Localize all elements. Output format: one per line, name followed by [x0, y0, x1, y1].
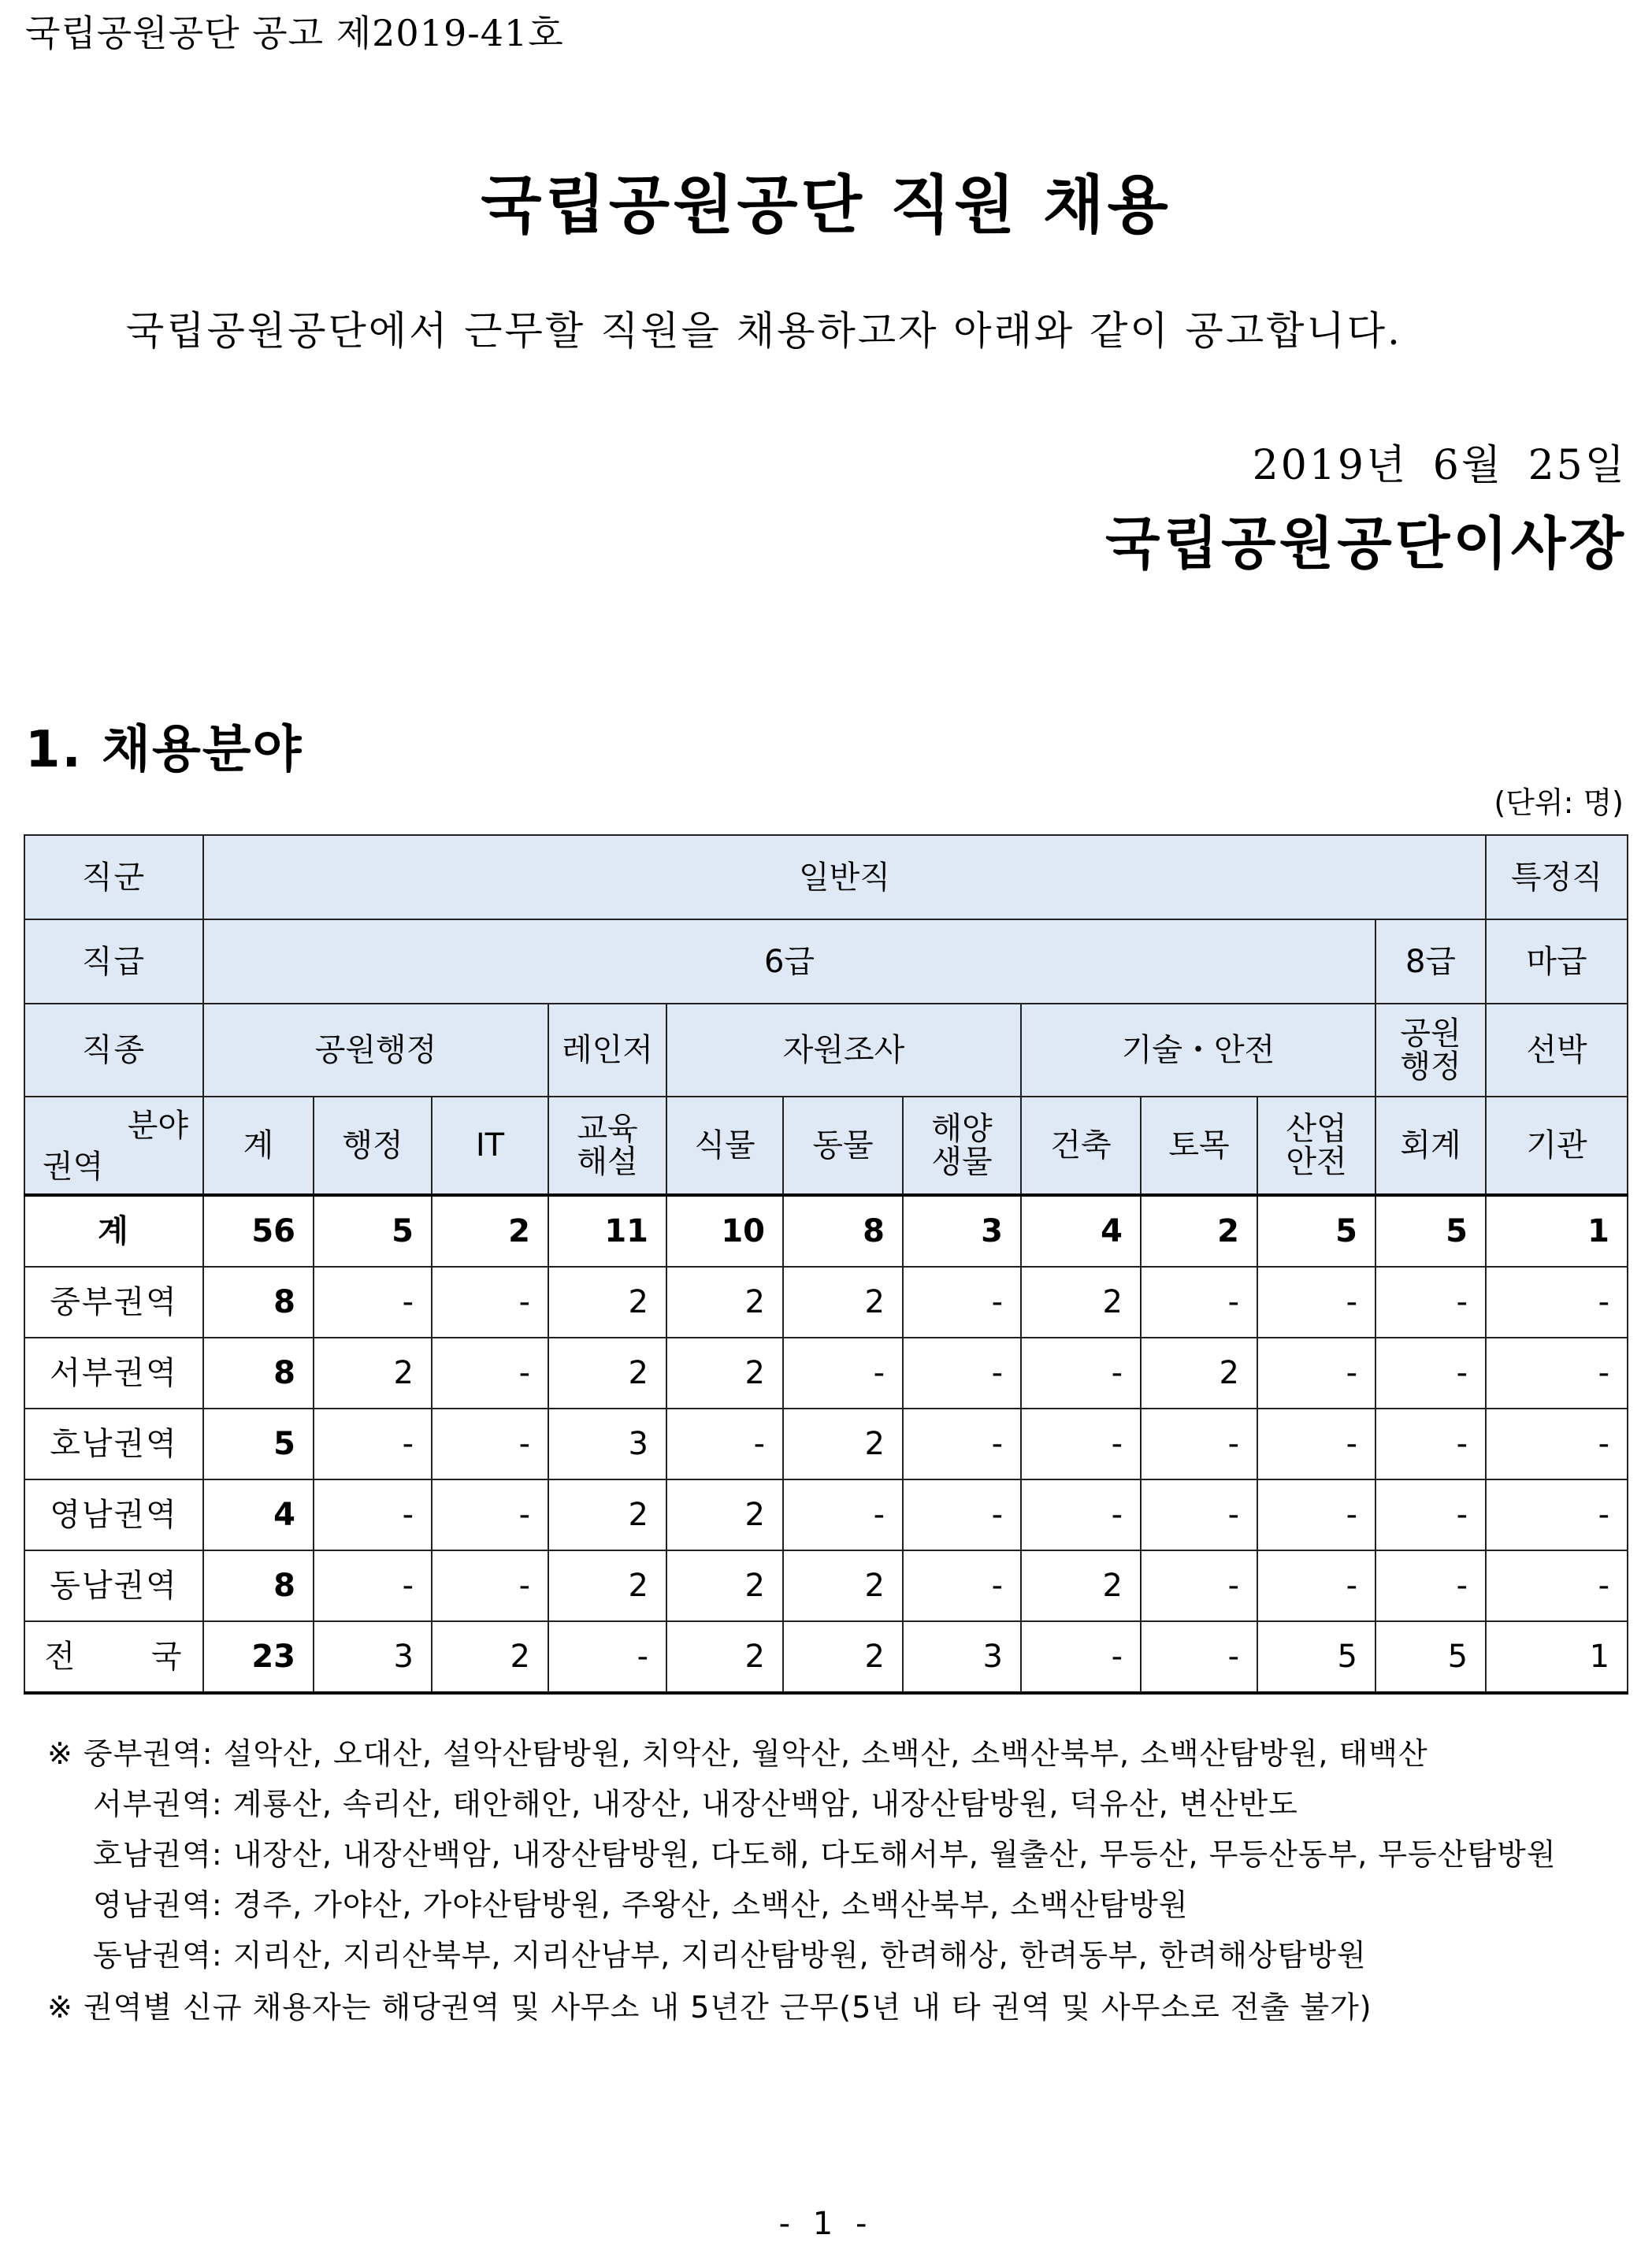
value-cell: -: [783, 1479, 903, 1550]
header-general: 일반직: [203, 835, 1486, 919]
diag-region-label: 권역: [43, 1149, 104, 1185]
value-cell: -: [1141, 1479, 1257, 1550]
diag-field-label: 분야: [127, 1108, 188, 1144]
value-cell: -: [1021, 1409, 1141, 1479]
region-cell: 서부권역: [24, 1338, 203, 1409]
value-cell: 10: [666, 1195, 783, 1267]
value-cell: -: [666, 1409, 783, 1479]
note-honam-region: 호남권역: 내장산, 내장산백암, 내장산탐방원, 다도해, 다도해서부, 월출산, 무등산, 무등산동부, 무등산탐방원: [93, 1837, 1557, 1872]
diagonal-header-cell: [24, 1097, 203, 1195]
header-grade8: 8급: [1375, 919, 1486, 1004]
header-industrial-safety-line1: 산업: [1286, 1110, 1347, 1147]
value-cell: 2: [432, 1621, 548, 1693]
value-cell: -: [432, 1409, 548, 1479]
value-cell: 2: [666, 1338, 783, 1409]
recruitment-table: [24, 834, 1628, 1695]
total-cell: 8: [203, 1550, 314, 1621]
header-label-job-type: 직종: [24, 1004, 203, 1097]
value-cell: -: [1486, 1338, 1628, 1409]
value-cell: -: [783, 1338, 903, 1409]
value-cell: -: [1486, 1409, 1628, 1479]
header-it: IT: [432, 1097, 548, 1195]
section-heading: 1. 채용분야: [25, 721, 303, 779]
value-cell: -: [1375, 1338, 1486, 1409]
value-cell: -: [314, 1409, 432, 1479]
value-cell: -: [314, 1479, 432, 1550]
header-marine-line2: 생물: [931, 1143, 993, 1180]
total-cell: 23: [203, 1621, 314, 1693]
value-cell: 2: [548, 1338, 666, 1409]
value-cell: -: [1375, 1267, 1486, 1338]
value-cell: -: [1141, 1267, 1257, 1338]
value-cell: 3: [314, 1621, 432, 1693]
issuer-name: 국립공원공단이사장: [1105, 510, 1627, 577]
note-yeongnam-region: 영남권역: 경주, 가야산, 가야산탐방원, 주왕산, 소백산, 소백산북부, 소백산탐방원: [93, 1888, 1189, 1922]
region-cell: 호남권역: [24, 1409, 203, 1479]
value-cell: -: [432, 1338, 548, 1409]
total-cell: 8: [203, 1267, 314, 1338]
note-western-region: 서부권역: 계룡산, 속리산, 태안해안, 내장산, 내장산백암, 내장산탐방원, 덕유산, 변산반도: [93, 1787, 1298, 1821]
value-cell: 2: [1141, 1195, 1257, 1267]
value-cell: -: [1141, 1621, 1257, 1693]
value-cell: 5: [1375, 1621, 1486, 1693]
value-cell: 2: [548, 1479, 666, 1550]
value-cell: 2: [666, 1267, 783, 1338]
header-marine: [903, 1097, 1021, 1195]
header-total: 계: [203, 1097, 314, 1195]
total-cell: 5: [203, 1409, 314, 1479]
value-cell: 11: [548, 1195, 666, 1267]
header-architecture: 건축: [1021, 1097, 1141, 1195]
value-cell: -: [903, 1409, 1021, 1479]
header-tech-safety: 기술・안전: [1021, 1004, 1375, 1097]
value-cell: 2: [666, 1550, 783, 1621]
region-cell: 계: [24, 1195, 203, 1267]
header-accounting: 회계: [1375, 1097, 1486, 1195]
header-park-admin-2: [1375, 1004, 1486, 1097]
value-cell: -: [1375, 1479, 1486, 1550]
value-cell: 5: [1375, 1195, 1486, 1267]
header-special: 특정직: [1486, 835, 1628, 919]
value-cell: 3: [903, 1621, 1021, 1693]
total-cell: 8: [203, 1338, 314, 1409]
table-row: [24, 1267, 1628, 1338]
header-row-grade: [24, 919, 1628, 1004]
value-cell: 2: [783, 1267, 903, 1338]
header-education-line1: 교육: [577, 1110, 638, 1147]
value-cell: -: [548, 1621, 666, 1693]
value-cell: -: [1486, 1267, 1628, 1338]
value-cell: 5: [1257, 1621, 1375, 1693]
value-cell: -: [1021, 1338, 1141, 1409]
header-row-field: [24, 1097, 1628, 1195]
value-cell: -: [432, 1479, 548, 1550]
header-plant: 식물: [666, 1097, 783, 1195]
value-cell: 2: [783, 1621, 903, 1693]
header-grade-ma: 마급: [1486, 919, 1628, 1004]
value-cell: 2: [1021, 1267, 1141, 1338]
header-grade6: 6급: [203, 919, 1375, 1004]
value-cell: -: [432, 1267, 548, 1338]
value-cell: 2: [783, 1550, 903, 1621]
region-cell: 영남권역: [24, 1479, 203, 1550]
value-cell: -: [903, 1338, 1021, 1409]
notice-date: 2019년 6월 25일: [1252, 442, 1627, 489]
value-cell: 2: [783, 1409, 903, 1479]
value-cell: 2: [314, 1338, 432, 1409]
value-cell: -: [432, 1550, 548, 1621]
header-row-job-type: [24, 1004, 1628, 1097]
header-education-line2: 해설: [577, 1143, 638, 1180]
header-ranger: 레인저: [548, 1004, 666, 1097]
value-cell: 4: [1021, 1195, 1141, 1267]
header-label-grade: 직급: [24, 919, 203, 1004]
header-engine: 기관: [1486, 1097, 1628, 1195]
value-cell: 2: [666, 1621, 783, 1693]
header-park-admin: 공원행정: [203, 1004, 548, 1097]
value-cell: -: [1021, 1621, 1141, 1693]
region-cell: 전 국: [24, 1621, 203, 1693]
value-cell: 5: [314, 1195, 432, 1267]
value-cell: 5: [1257, 1195, 1375, 1267]
header-industrial-safety: [1257, 1097, 1375, 1195]
value-cell: -: [1257, 1338, 1375, 1409]
intro-text: 국립공원공단에서 근무할 직원을 채용하고자 아래와 같이 공고합니다.: [126, 308, 1402, 354]
total-cell: 56: [203, 1195, 314, 1267]
page-number: - 1 -: [778, 2206, 874, 2242]
value-cell: -: [903, 1550, 1021, 1621]
note-central-region: ※ 중부권역: 설악산, 오대산, 설악산탐방원, 치악산, 월악산, 소백산, 소백산북부, 소백산탐방원, 태백산: [47, 1736, 1428, 1771]
region-cell: 중부권역: [24, 1267, 203, 1338]
value-cell: -: [1486, 1479, 1628, 1550]
total-cell: 4: [203, 1479, 314, 1550]
header-resource-survey: 자원조사: [666, 1004, 1021, 1097]
note-service-period: ※ 권역별 신규 채용자는 해당권역 및 사무소 내 5년간 근무(5년 내 타 권역 및 사무소로 전출 불가): [47, 1990, 1372, 2025]
value-cell: -: [903, 1267, 1021, 1338]
region-cell: 동남권역: [24, 1550, 203, 1621]
value-cell: -: [1486, 1550, 1628, 1621]
header-label-job-group: 직군: [24, 835, 203, 919]
value-cell: -: [1257, 1550, 1375, 1621]
value-cell: 2: [432, 1195, 548, 1267]
header-vessel: 선박: [1486, 1004, 1628, 1097]
value-cell: -: [1141, 1550, 1257, 1621]
value-cell: -: [1375, 1409, 1486, 1479]
value-cell: 2: [548, 1267, 666, 1338]
value-cell: -: [1141, 1409, 1257, 1479]
table-row: [24, 1479, 1628, 1550]
table-row-total: [24, 1195, 1628, 1267]
table-body: [24, 1195, 1628, 1693]
value-cell: 2: [1021, 1550, 1141, 1621]
value-cell: -: [1257, 1267, 1375, 1338]
unit-label: (단위: 명): [1494, 785, 1624, 820]
value-cell: -: [903, 1479, 1021, 1550]
value-cell: 2: [548, 1550, 666, 1621]
header-park-admin-2-line1: 공원: [1400, 1015, 1461, 1052]
header-industrial-safety-line2: 안전: [1286, 1143, 1347, 1180]
value-cell: 3: [903, 1195, 1021, 1267]
header-education: [548, 1097, 666, 1195]
value-cell: 2: [666, 1479, 783, 1550]
table-row: [24, 1338, 1628, 1409]
header-row-job-group: [24, 835, 1628, 919]
note-southeast-region: 동남권역: 지리산, 지리산북부, 지리산남부, 지리산탐방원, 한려해상, 한려동부, 한려해상탐방원: [93, 1938, 1367, 1973]
notice-number: 국립공원공단 공고 제2019-41호: [25, 12, 564, 54]
value-cell: -: [1257, 1479, 1375, 1550]
header-animal: 동물: [783, 1097, 903, 1195]
value-cell: -: [1375, 1550, 1486, 1621]
document-title: 국립공원공단 직원 채용: [481, 169, 1171, 242]
header-civil: 토목: [1141, 1097, 1257, 1195]
table-row: [24, 1550, 1628, 1621]
value-cell: 2: [1141, 1338, 1257, 1409]
header-marine-line1: 해양: [931, 1110, 993, 1147]
header-park-admin-2-line2: 행정: [1400, 1048, 1461, 1085]
header-admin: 행정: [314, 1097, 432, 1195]
value-cell: -: [314, 1550, 432, 1621]
table-row: [24, 1621, 1628, 1693]
value-cell: -: [314, 1267, 432, 1338]
value-cell: -: [1021, 1479, 1141, 1550]
value-cell: 1: [1486, 1195, 1628, 1267]
value-cell: 3: [548, 1409, 666, 1479]
value-cell: 1: [1486, 1621, 1628, 1693]
value-cell: 8: [783, 1195, 903, 1267]
value-cell: -: [1257, 1409, 1375, 1479]
table-row: [24, 1409, 1628, 1479]
